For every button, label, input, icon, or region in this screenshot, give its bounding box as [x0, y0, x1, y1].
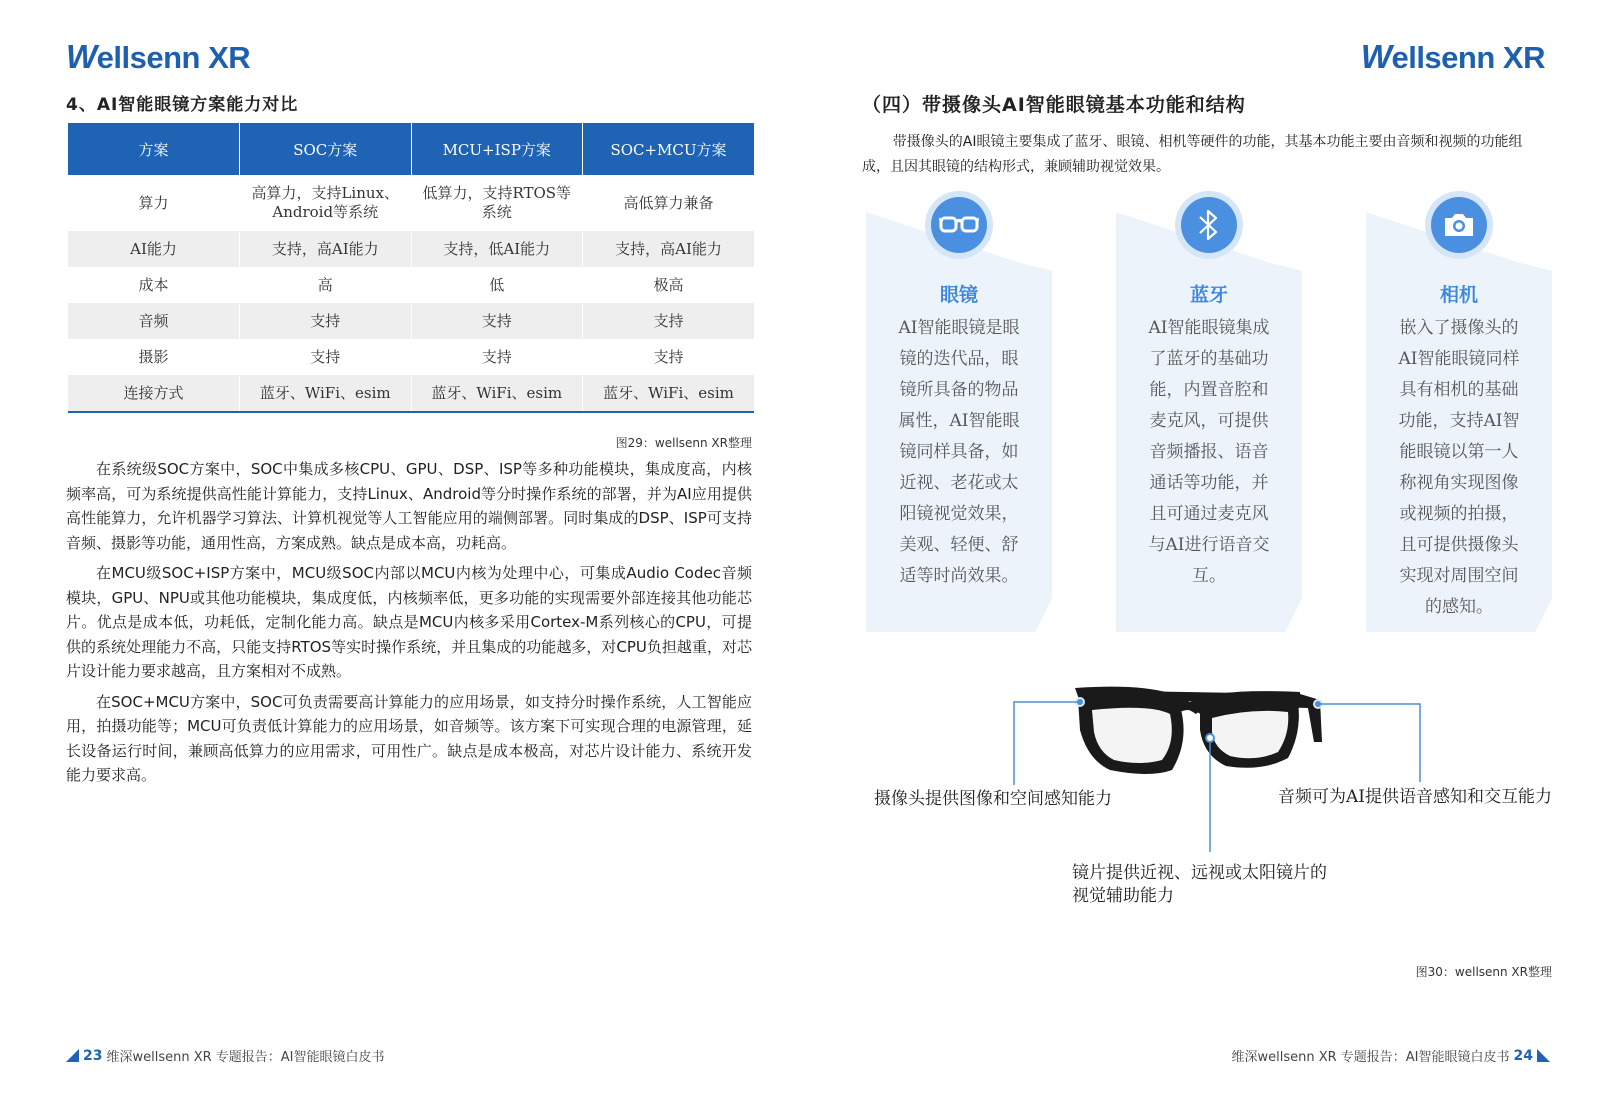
figure-caption-30: 图30：wellsenn XR整理: [1415, 965, 1552, 979]
table-header: MCU+ISP方案: [411, 123, 583, 175]
logo-main: ellsenn: [1391, 40, 1495, 75]
table-cell: 摄影: [68, 339, 240, 375]
paragraph: 在SOC+MCU方案中，SOC可负责需要高计算能力的应用场景，如支持分时操作系统，人工智能应用，拍摄功能等；MCU可负责低计算能力的应用场景，如音频等。该方案下可实现合理的电源管理，延长设备运行时间，兼顾高低算力的应用需求，可用性广。缺点是成本极高，对芯片设计能力、系统开发能力要求高。: [66, 692, 752, 784]
table-row: [68, 375, 754, 412]
comparison-table: [68, 123, 754, 413]
bluetooth-icon-circle: [1181, 197, 1237, 253]
logo-xr: XR: [208, 40, 251, 75]
section-heading: （四）带摄像头AI智能眼镜基本功能和结构: [862, 94, 1246, 116]
section-title: 4、AI智能眼镜方案能力对比: [66, 95, 299, 115]
logo-main: ellsenn: [96, 40, 200, 75]
table-header: SOC+MCU方案: [583, 123, 755, 175]
figure-caption-29: 图29：wellsenn XR整理: [615, 436, 752, 450]
table-cell: 支持，高AI能力: [240, 231, 412, 267]
camera-icon: [1442, 211, 1476, 239]
table-row: [68, 267, 754, 303]
table-row: [68, 175, 754, 231]
footer-triangle-icon: [66, 1049, 79, 1062]
card-title-bluetooth: 蓝牙: [1189, 284, 1228, 306]
table-cell: 高低算力兼备: [623, 193, 714, 212]
glasses-icon: [939, 214, 979, 236]
brand-logo-left: [66, 38, 250, 76]
footer-left: [66, 1046, 385, 1065]
table-cell: AI能力: [68, 231, 240, 267]
footer-text: 维深wellsenn XR 专题报告：AI智能眼镜白皮书: [1231, 1050, 1510, 1065]
table-cell: 极高: [653, 275, 684, 294]
table-cell: 高算力，支持Linux、Android等系统: [240, 175, 412, 231]
card-title-glasses: 眼镜: [939, 284, 978, 306]
table-cell: 音频: [68, 303, 240, 339]
table-cell: 蓝牙、WiFi、esim: [240, 375, 412, 412]
table-row: [68, 303, 754, 339]
table-cell: 蓝牙、WiFi、esim: [411, 375, 583, 412]
footer-right: [1231, 1046, 1550, 1065]
card-text-glasses: AI智能眼镜是眼镜的迭代品，眼镜所具备的物品属性，AI智能眼镜同样具备，如近视、老花或太阳镜视觉效果，美观、轻便、舒适等时尚效果。: [898, 318, 1020, 586]
table-header: SOC方案: [240, 123, 412, 175]
glasses-icon-circle: [931, 197, 987, 253]
intro-text: 带摄像头的AI眼镜主要集成了蓝牙、眼镜、相机等硬件的功能，其基本功能主要由音频和视频的功能组成，且因其眼镜的结构形式，兼顾辅助视觉效果。: [862, 134, 1523, 175]
logo-w: W: [1360, 38, 1392, 75]
table-row: [68, 231, 754, 267]
callout-lens: 镜片提供近视、远视或太阳镜片的视觉辅助能力: [1072, 863, 1327, 906]
callout-audio: 音频可为AI提供语音感知和交互能力: [1278, 787, 1552, 807]
table-cell: 低: [411, 267, 583, 303]
logo-xr: XR: [1502, 40, 1545, 75]
table-cell: 支持: [583, 303, 755, 339]
table-cell: 支持: [653, 347, 684, 366]
table-cell: 算力: [68, 175, 240, 231]
footer-triangle-icon: [1537, 1049, 1550, 1062]
page-number: 24: [1513, 1047, 1533, 1064]
card-text-bluetooth: AI智能眼镜集成了蓝牙的基础功能，内置音腔和麦克风，可提供音频播报、语音通话等功能，并且可通过麦克风与AI进行语音交互。: [1148, 318, 1270, 586]
body-text: [66, 457, 752, 794]
table-cell: 成本: [68, 267, 240, 303]
table-cell: 支持: [240, 339, 412, 375]
table-cell: 支持，低AI能力: [411, 231, 583, 267]
page-number: 23: [83, 1047, 103, 1064]
logo-w: W: [66, 38, 97, 75]
table-cell: 低算力，支持RTOS等系统: [411, 175, 583, 231]
camera-icon-circle: [1431, 197, 1487, 253]
brand-logo-right: [1361, 38, 1545, 76]
card-title-camera: 相机: [1439, 284, 1478, 306]
table-cell: 支持，高AI能力: [583, 231, 755, 267]
card-text-camera: 嵌入了摄像头的AI智能眼镜同样具有相机的基础功能，支持AI智能眼镜以第一人称视角实现图像或视频的拍摄，且可提供摄像头实现对周围空间的感知。: [1398, 318, 1520, 617]
table-cell: 支持: [411, 339, 583, 375]
table-row: [68, 339, 754, 375]
table-header-row: [68, 123, 754, 175]
table-header: 方案: [68, 123, 240, 175]
paragraph: 在MCU级SOC+ISP方案中，MCU级SOC内部以MCU内核为处理中心，可集成Audio Codec音频模块，GPU、NPU或其他功能模块，集成度低，内核频率低，更多功能的实现需要外部连接其他功能芯片。优点是成本低，功耗低，定制化能力高。缺点是MCU内核多采用Cortex-M系列核心的CPU，可提供的系统处理能力不高，只能支持RTOS等实时操作系统，并且集成的功能越多，对CPU负担越重，对芯片设计能力要求越高，且方案相对不成熟。: [66, 564, 752, 680]
table-cell: 支持: [240, 303, 412, 339]
footer-text: 维深wellsenn XR 专题报告：AI智能眼镜白皮书: [106, 1050, 385, 1065]
table-cell: 高: [240, 267, 412, 303]
table-cell: 蓝牙、WiFi、esim: [583, 375, 755, 412]
table-cell: 连接方式: [68, 375, 240, 412]
bluetooth-icon: [1197, 207, 1221, 243]
table-cell: 支持: [411, 303, 583, 339]
paragraph: 在系统级SOC方案中，SOC中集成多核CPU、GPU、DSP、ISP等多种功能模块，集成度高，内核频率高，可为系统提供高性能计算能力，支持Linux、Android等分时操作系统的部署，并为AI应用提供高性能算力，允许机器学习算法、计算机视觉等人工智能应用的端侧部署。同时集成的DSP、ISP可支持音频、摄影等功能，通用性高，方案成熟。缺点是成本高，功耗高。: [66, 460, 752, 552]
callout-camera: 摄像头提供图像和空间感知能力: [874, 789, 1112, 809]
